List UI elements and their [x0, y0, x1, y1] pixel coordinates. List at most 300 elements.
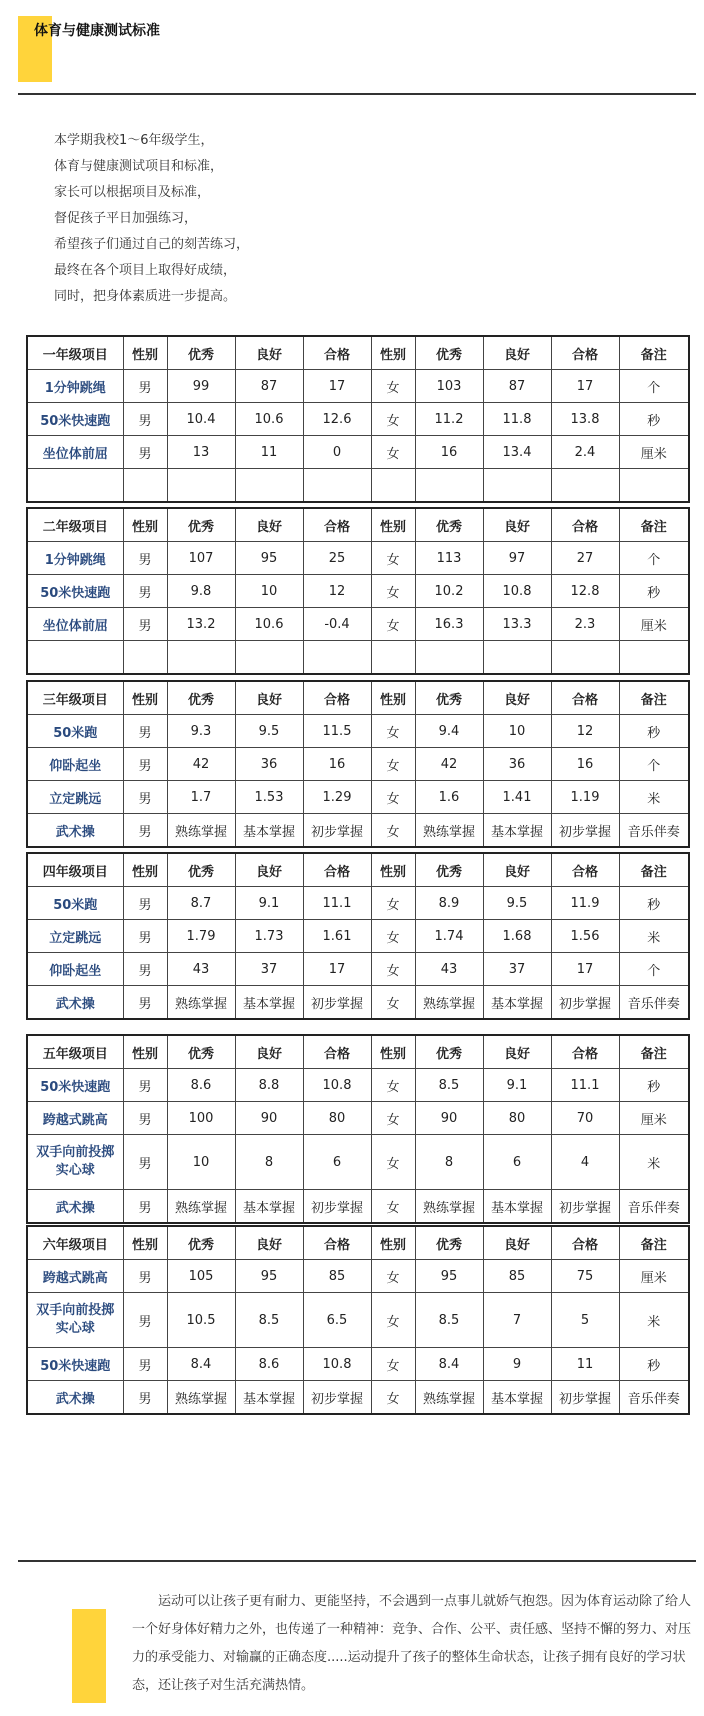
test-item-cell: 立定跳远 — [27, 781, 123, 814]
gender-cell: 女 — [371, 1348, 415, 1381]
gender-cell: 男 — [123, 542, 167, 575]
score-cell: 12 — [551, 715, 619, 748]
gender-cell: 女 — [371, 1260, 415, 1293]
table-row — [27, 1190, 689, 1224]
grade-table — [26, 852, 690, 1020]
score-cell: 10.6 — [235, 608, 303, 641]
score-cell: 1.79 — [167, 920, 235, 953]
score-cell: 85 — [483, 1260, 551, 1293]
test-item-cell: 1分钟跳绳 — [27, 370, 123, 403]
unit-cell: 秒 — [619, 575, 689, 608]
score-cell: 70 — [551, 1102, 619, 1135]
column-header: 备注 — [619, 681, 689, 715]
score-cell: 1.61 — [303, 920, 371, 953]
column-header: 良好 — [235, 1035, 303, 1069]
gender-cell: 女 — [371, 608, 415, 641]
column-header: 性别 — [371, 681, 415, 715]
column-header: 优秀 — [415, 336, 483, 370]
score-cell: 107 — [167, 542, 235, 575]
gender-cell: 男 — [123, 1381, 167, 1415]
score-cell: 27 — [551, 542, 619, 575]
score-cell: 熟练掌握 — [167, 1190, 235, 1224]
test-item-cell: 坐位体前屈 — [27, 436, 123, 469]
score-cell: 9.1 — [235, 887, 303, 920]
table-row — [27, 920, 689, 953]
gender-cell: 女 — [371, 1102, 415, 1135]
gender-cell: 男 — [123, 1190, 167, 1224]
score-cell: 85 — [303, 1260, 371, 1293]
score-cell: 12.8 — [551, 575, 619, 608]
test-item-cell — [27, 641, 123, 675]
score-cell: 1.7 — [167, 781, 235, 814]
score-cell: 16 — [303, 748, 371, 781]
gender-cell: 女 — [371, 1190, 415, 1224]
score-cell: 初步掌握 — [551, 1190, 619, 1224]
score-cell — [415, 469, 483, 503]
table-row — [27, 641, 689, 675]
top-divider — [18, 93, 696, 95]
test-item-cell: 50米快速跑 — [27, 1069, 123, 1102]
score-cell: 87 — [235, 370, 303, 403]
column-header: 性别 — [371, 853, 415, 887]
gender-cell: 女 — [371, 1293, 415, 1348]
column-header: 优秀 — [415, 681, 483, 715]
score-cell: 8 — [235, 1135, 303, 1190]
intro-line: 同时，把身体素质进一步提高。 — [54, 289, 237, 304]
unit-cell: 秒 — [619, 1348, 689, 1381]
unit-cell: 米 — [619, 920, 689, 953]
intro-line: 家长可以根据项目及标准， — [54, 185, 211, 200]
table-row — [27, 715, 689, 748]
score-cell: 80 — [303, 1102, 371, 1135]
footer-paragraph — [132, 1588, 692, 1700]
gender-cell: 男 — [123, 814, 167, 848]
score-cell — [167, 469, 235, 503]
column-header: 优秀 — [415, 508, 483, 542]
score-cell: 10.5 — [167, 1293, 235, 1348]
score-cell: 8 — [415, 1135, 483, 1190]
unit-cell: 米 — [619, 781, 689, 814]
score-cell: 8.4 — [167, 1348, 235, 1381]
column-header: 优秀 — [167, 853, 235, 887]
score-cell: 95 — [235, 1260, 303, 1293]
score-cell: 43 — [167, 953, 235, 986]
gender-cell: 女 — [371, 1069, 415, 1102]
gender-cell: 女 — [371, 403, 415, 436]
score-cell: 103 — [415, 370, 483, 403]
score-cell: 初步掌握 — [303, 1190, 371, 1224]
column-header: 性别 — [123, 1035, 167, 1069]
column-header: 性别 — [123, 681, 167, 715]
grade-title-cell: 二年级项目 — [27, 508, 123, 542]
intro-line: 体育与健康测试项目和标准， — [54, 159, 224, 174]
column-header: 合格 — [303, 336, 371, 370]
score-cell: 初步掌握 — [551, 814, 619, 848]
gender-cell: 男 — [123, 1069, 167, 1102]
score-cell: 熟练掌握 — [167, 1381, 235, 1415]
score-cell: 8.6 — [167, 1069, 235, 1102]
table-row — [27, 1135, 689, 1190]
score-cell: 13.4 — [483, 436, 551, 469]
score-cell: 95 — [235, 542, 303, 575]
gender-cell: 女 — [371, 748, 415, 781]
score-cell: 1.73 — [235, 920, 303, 953]
unit-cell: 个 — [619, 953, 689, 986]
score-cell: 12.6 — [303, 403, 371, 436]
score-cell — [167, 641, 235, 675]
score-cell: 1.19 — [551, 781, 619, 814]
score-cell: 熟练掌握 — [167, 986, 235, 1020]
score-cell: 6.5 — [303, 1293, 371, 1348]
unit-cell: 秒 — [619, 715, 689, 748]
score-cell: 8.5 — [235, 1293, 303, 1348]
score-cell — [235, 641, 303, 675]
test-item-cell: 武术操 — [27, 1381, 123, 1415]
test-item-cell: 50米快速跑 — [27, 1348, 123, 1381]
test-item-cell: 50米跑 — [27, 715, 123, 748]
column-header: 合格 — [303, 508, 371, 542]
gender-cell: 女 — [371, 887, 415, 920]
score-cell: 95 — [415, 1260, 483, 1293]
table-row — [27, 1102, 689, 1135]
column-header: 良好 — [235, 508, 303, 542]
score-cell: 9.4 — [415, 715, 483, 748]
test-item-cell: 仰卧起坐 — [27, 748, 123, 781]
column-header: 良好 — [235, 853, 303, 887]
test-item-cell — [27, 469, 123, 503]
table-row — [27, 436, 689, 469]
score-cell: 基本掌握 — [483, 814, 551, 848]
column-header: 性别 — [123, 1226, 167, 1260]
test-item-cell: 坐位体前屈 — [27, 608, 123, 641]
score-cell: 17 — [303, 953, 371, 986]
table-row — [27, 1069, 689, 1102]
score-cell: 初步掌握 — [303, 1381, 371, 1415]
unit-cell: 音乐伴奏 — [619, 814, 689, 848]
unit-cell: 个 — [619, 542, 689, 575]
gender-cell: 女 — [371, 953, 415, 986]
score-cell: 11.1 — [303, 887, 371, 920]
gender-cell: 女 — [371, 575, 415, 608]
score-cell: 9.1 — [483, 1069, 551, 1102]
table-row — [27, 1260, 689, 1293]
score-cell: 1.53 — [235, 781, 303, 814]
unit-cell: 秒 — [619, 1069, 689, 1102]
column-header: 性别 — [371, 336, 415, 370]
column-header: 合格 — [551, 1035, 619, 1069]
table-row — [27, 1381, 689, 1415]
test-item-cell: 武术操 — [27, 814, 123, 848]
test-item-cell: 立定跳远 — [27, 920, 123, 953]
gender-cell: 男 — [123, 436, 167, 469]
column-header: 备注 — [619, 1226, 689, 1260]
score-cell: 90 — [235, 1102, 303, 1135]
score-cell — [415, 641, 483, 675]
table-row — [27, 953, 689, 986]
score-cell: 基本掌握 — [483, 1190, 551, 1224]
intro-line: 希望孩子们通过自己的刻苦练习， — [54, 237, 250, 252]
table-row — [27, 1348, 689, 1381]
score-cell: 1.41 — [483, 781, 551, 814]
score-cell: 6 — [483, 1135, 551, 1190]
score-cell: 13.2 — [167, 608, 235, 641]
gender-cell: 女 — [371, 1135, 415, 1190]
score-cell: 16 — [415, 436, 483, 469]
score-cell: 17 — [551, 370, 619, 403]
score-cell: 42 — [415, 748, 483, 781]
column-header: 优秀 — [415, 1035, 483, 1069]
score-cell: 97 — [483, 542, 551, 575]
score-cell — [483, 641, 551, 675]
column-header: 良好 — [483, 681, 551, 715]
column-header: 备注 — [619, 508, 689, 542]
grade-title-cell: 一年级项目 — [27, 336, 123, 370]
score-cell — [551, 469, 619, 503]
unit-cell — [619, 469, 689, 503]
score-cell: 8.7 — [167, 887, 235, 920]
gender-cell: 女 — [371, 436, 415, 469]
column-header: 备注 — [619, 853, 689, 887]
score-cell: 2.3 — [551, 608, 619, 641]
column-header: 良好 — [235, 1226, 303, 1260]
test-item-cell: 双手向前投掷 实心球 — [27, 1135, 123, 1190]
gender-cell: 男 — [123, 1293, 167, 1348]
unit-cell: 厘米 — [619, 1102, 689, 1135]
score-cell: 105 — [167, 1260, 235, 1293]
gender-cell: 男 — [123, 920, 167, 953]
score-cell: 16.3 — [415, 608, 483, 641]
grade-table — [26, 335, 690, 503]
gender-cell: 男 — [123, 748, 167, 781]
score-cell: 基本掌握 — [235, 1190, 303, 1224]
score-cell: 1.6 — [415, 781, 483, 814]
score-cell: 11.9 — [551, 887, 619, 920]
unit-cell: 厘米 — [619, 436, 689, 469]
score-cell: 8.4 — [415, 1348, 483, 1381]
unit-cell: 音乐伴奏 — [619, 1381, 689, 1415]
score-cell: 基本掌握 — [483, 1381, 551, 1415]
grade-title-cell: 三年级项目 — [27, 681, 123, 715]
column-header: 性别 — [123, 853, 167, 887]
column-header: 优秀 — [167, 508, 235, 542]
score-cell: 9.8 — [167, 575, 235, 608]
table-row — [27, 370, 689, 403]
score-cell: 37 — [483, 953, 551, 986]
column-header: 良好 — [483, 336, 551, 370]
score-cell: 11.2 — [415, 403, 483, 436]
score-cell — [303, 641, 371, 675]
score-cell: 10 — [167, 1135, 235, 1190]
score-cell: 熟练掌握 — [415, 1381, 483, 1415]
score-cell: 初步掌握 — [303, 814, 371, 848]
grade-title-cell: 六年级项目 — [27, 1226, 123, 1260]
table-row — [27, 986, 689, 1020]
score-cell: 11.5 — [303, 715, 371, 748]
gender-cell: 女 — [371, 715, 415, 748]
score-cell: 1.29 — [303, 781, 371, 814]
column-header: 优秀 — [167, 681, 235, 715]
score-cell: 8.9 — [415, 887, 483, 920]
unit-cell: 个 — [619, 748, 689, 781]
gender-cell: 女 — [371, 542, 415, 575]
table-row — [27, 542, 689, 575]
footer-text: 运动可以让孩子更有耐力、更能坚持，不会遇到一点事儿就娇气抱怨。因为体育运动除了给人一个好身体好精力之外，也传递了一种精神：竞争、合作、公平、责任感、坚持不懈的努力、对压力的承受能力、对输赢的正确态度.....运动提升了孩子的整体生命状态，让孩子拥有良好的学习状态，还让孩子对生活充满热情。 — [132, 1594, 692, 1693]
table-row — [27, 887, 689, 920]
score-cell: 10.6 — [235, 403, 303, 436]
unit-cell: 个 — [619, 370, 689, 403]
gender-cell: 女 — [371, 986, 415, 1020]
column-header: 良好 — [483, 853, 551, 887]
score-cell — [303, 469, 371, 503]
test-item-cell: 跨越式跳高 — [27, 1260, 123, 1293]
table-row — [27, 1293, 689, 1348]
column-header: 良好 — [483, 508, 551, 542]
gender-cell: 男 — [123, 575, 167, 608]
table-row — [27, 814, 689, 848]
score-cell: 5 — [551, 1293, 619, 1348]
column-header: 良好 — [235, 681, 303, 715]
score-cell: 8.5 — [415, 1293, 483, 1348]
gender-cell: 男 — [123, 370, 167, 403]
score-cell: 1.74 — [415, 920, 483, 953]
table-header-row — [27, 508, 689, 542]
score-cell: 37 — [235, 953, 303, 986]
score-cell: 11.8 — [483, 403, 551, 436]
score-cell: 8.6 — [235, 1348, 303, 1381]
gender-cell: 男 — [123, 1348, 167, 1381]
score-cell: 0 — [303, 436, 371, 469]
score-cell: 80 — [483, 1102, 551, 1135]
bottom-divider — [18, 1560, 696, 1562]
table-row — [27, 748, 689, 781]
gender-cell — [371, 469, 415, 503]
gender-cell: 男 — [123, 781, 167, 814]
score-cell: 11.1 — [551, 1069, 619, 1102]
column-header: 合格 — [303, 1226, 371, 1260]
table-row — [27, 781, 689, 814]
score-cell: 10.4 — [167, 403, 235, 436]
grade-table — [26, 507, 690, 675]
unit-cell: 音乐伴奏 — [619, 986, 689, 1020]
gender-cell: 女 — [371, 1381, 415, 1415]
gender-cell: 女 — [371, 920, 415, 953]
score-cell: 99 — [167, 370, 235, 403]
gender-cell: 男 — [123, 403, 167, 436]
unit-cell: 米 — [619, 1293, 689, 1348]
score-cell: 9.5 — [235, 715, 303, 748]
score-cell: 基本掌握 — [235, 986, 303, 1020]
score-cell: 113 — [415, 542, 483, 575]
score-cell: 7 — [483, 1293, 551, 1348]
unit-cell — [619, 641, 689, 675]
score-cell: 9.5 — [483, 887, 551, 920]
column-header: 合格 — [551, 853, 619, 887]
score-cell: 2.4 — [551, 436, 619, 469]
gender-cell — [123, 469, 167, 503]
test-item-cell: 50米跑 — [27, 887, 123, 920]
column-header: 性别 — [123, 508, 167, 542]
test-item-cell: 50米快速跑 — [27, 575, 123, 608]
table-row — [27, 469, 689, 503]
column-header: 合格 — [303, 853, 371, 887]
column-header: 合格 — [551, 681, 619, 715]
score-cell — [235, 469, 303, 503]
table-header-row — [27, 681, 689, 715]
score-cell: 87 — [483, 370, 551, 403]
table-header-row — [27, 1035, 689, 1069]
score-cell: 基本掌握 — [235, 814, 303, 848]
gender-cell: 男 — [123, 953, 167, 986]
score-cell: 36 — [483, 748, 551, 781]
score-cell: 12 — [303, 575, 371, 608]
score-cell: 75 — [551, 1260, 619, 1293]
column-header: 合格 — [551, 1226, 619, 1260]
column-header: 备注 — [619, 336, 689, 370]
unit-cell: 米 — [619, 1135, 689, 1190]
gender-cell: 男 — [123, 1135, 167, 1190]
column-header: 合格 — [551, 508, 619, 542]
table-header-row — [27, 1226, 689, 1260]
grade-title-cell: 五年级项目 — [27, 1035, 123, 1069]
score-cell: 1.56 — [551, 920, 619, 953]
gender-cell: 男 — [123, 986, 167, 1020]
grade-title-cell: 四年级项目 — [27, 853, 123, 887]
score-cell: 13 — [167, 436, 235, 469]
score-cell: 10.8 — [303, 1348, 371, 1381]
score-cell: 8.8 — [235, 1069, 303, 1102]
column-header: 合格 — [551, 336, 619, 370]
gender-cell: 男 — [123, 887, 167, 920]
intro-paragraph — [54, 128, 249, 310]
intro-line: 最终在各个项目上取得好成绩， — [54, 263, 237, 278]
column-header: 良好 — [235, 336, 303, 370]
column-header: 优秀 — [415, 853, 483, 887]
score-cell: 13.3 — [483, 608, 551, 641]
score-cell: 17 — [303, 370, 371, 403]
column-header: 优秀 — [167, 1035, 235, 1069]
unit-cell: 秒 — [619, 403, 689, 436]
unit-cell: 秒 — [619, 887, 689, 920]
column-header: 合格 — [303, 681, 371, 715]
score-cell: 6 — [303, 1135, 371, 1190]
gender-cell: 女 — [371, 781, 415, 814]
score-cell: 36 — [235, 748, 303, 781]
score-cell: 10.2 — [415, 575, 483, 608]
score-cell — [551, 641, 619, 675]
score-cell: 10.8 — [483, 575, 551, 608]
gender-cell — [123, 641, 167, 675]
score-cell: 基本掌握 — [483, 986, 551, 1020]
score-cell: 100 — [167, 1102, 235, 1135]
test-item-cell: 跨越式跳高 — [27, 1102, 123, 1135]
score-cell — [483, 469, 551, 503]
column-header: 性别 — [371, 508, 415, 542]
score-cell: 42 — [167, 748, 235, 781]
score-cell: 4 — [551, 1135, 619, 1190]
table-header-row — [27, 336, 689, 370]
column-header: 合格 — [303, 1035, 371, 1069]
score-cell: 17 — [551, 953, 619, 986]
test-item-cell: 武术操 — [27, 1190, 123, 1224]
table-header-row — [27, 853, 689, 887]
score-cell: 25 — [303, 542, 371, 575]
column-header: 优秀 — [167, 336, 235, 370]
score-cell: 16 — [551, 748, 619, 781]
score-cell: 10 — [235, 575, 303, 608]
unit-cell: 音乐伴奏 — [619, 1190, 689, 1224]
score-cell: 初步掌握 — [551, 1381, 619, 1415]
gender-cell: 男 — [123, 608, 167, 641]
